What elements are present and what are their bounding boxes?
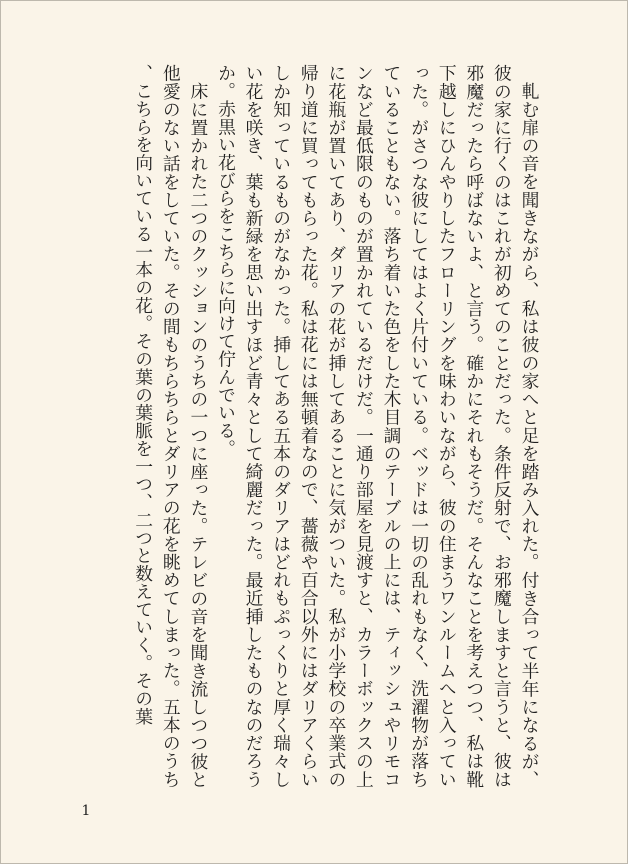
paragraph-2: 床に置かれた二つのクッションのうちの一つに座った。テレビの音を聞き流しつつ彼と他愛のない話をしていた。その間もちらちらとダリアの花を眺めてしまった。五本のうち、こちらを向いている一本の花。その葉の葉脈を一つ、二つと数えていく。その葉 <box>132 64 209 788</box>
paragraph-1: 軋む扉の音を聞きながら、私は彼の家へと足を踏み入れた。付き合って半年になるが、彼の家に行くのはこれが初めてのことだった。条件反射で、お邪魔しますと言うと、彼は邪魔だったら呼ばないよ、と言う。確かにそれもそうだ。そんなことを考えつつ、私は靴下越しにひんやりしたフローリングを味わいながら、彼の住まうワンルームへと入っていった。がさつな彼にしてはよく片付いている。ベッドは一切の乱れもなく、洗濯物が落ちていることもない。落ち着いた色をした木目調のテーブルの上には、ティッシュやリモコンなど最低限のものが置かれているだけだ。一通り部屋を見渡すと、カラーボックスの上に花瓶が置いてあり、ダリアの花が挿してあることに気がついた。私が小学校の卒業式の帰り道に買ってもらった花。私は花には無頓着なので、薔薇や百合以外にはダリアくらいしか知っているものがなかった。挿してある五本のダリアはどれもぷっくりと厚く瑞々しい花を咲き、葉も新緑を思い出すほど青々として綺麗だった。最近挿したものなのだろうか。赤黒い花びらをこちらに向けて佇んでいる。 <box>215 64 540 788</box>
page-number: 1 <box>81 803 91 819</box>
vertical-text-block <box>73 64 543 788</box>
